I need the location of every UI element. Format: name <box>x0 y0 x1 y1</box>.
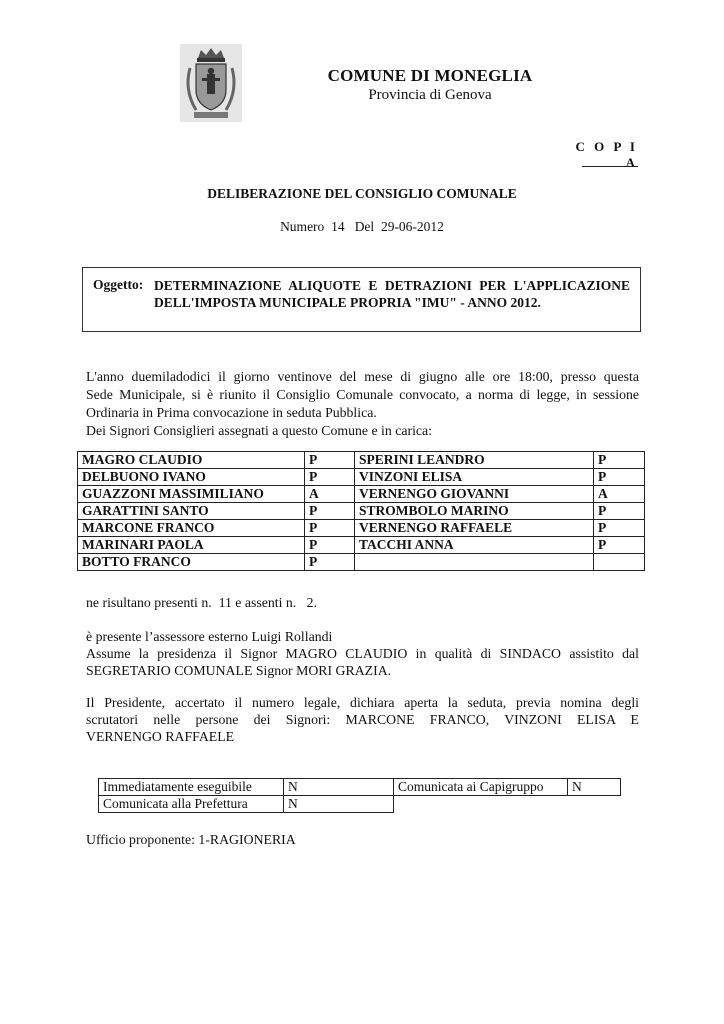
table-row <box>78 503 645 520</box>
president-paragraph <box>86 694 639 745</box>
table-row <box>99 779 621 796</box>
municipality-title: COMUNE DI MONEGLIA <box>327 66 533 85</box>
councillor-name: BOTTO FRANCO <box>78 554 305 571</box>
capigruppo-label: Comunicata ai Capigruppo <box>394 779 568 796</box>
attendance-status: P <box>594 452 645 469</box>
copy-mark-underline <box>582 166 638 167</box>
table-row <box>78 537 645 554</box>
document-number-line <box>0 219 724 235</box>
date-label: Del <box>354 219 375 234</box>
assessor-line-3: SEGRETARIO COMUNALE Signor MORI GRAZIA. <box>86 663 392 678</box>
table-row <box>78 554 645 571</box>
presence-summary: ne risultano presenti n. 11 e assenti n. 2. <box>86 595 317 610</box>
councillor-name: STROMBOLO MARINO <box>355 503 594 520</box>
councillor-name: DELBUONO IVANO <box>78 469 305 486</box>
date-value: 29-06-2012 <box>380 219 444 234</box>
councillor-name: VINZONI ELISA <box>355 469 594 486</box>
intro-line-3: Ordinaria in Prima convocazione in seduta Pubblica. <box>86 405 377 420</box>
immediate-label: Immediatamente eseguibile <box>99 779 284 796</box>
councillor-name: MARINARI PAOLA <box>78 537 305 554</box>
president-line-1: Il Presidente, accertato il numero legale, dichiara aperta la seduta, previa nomina degli <box>86 695 639 710</box>
attendance-status: P <box>305 537 355 554</box>
capigruppo-value: N <box>568 779 621 796</box>
empty-cell <box>394 796 621 813</box>
document-type-heading: DELIBERAZIONE DEL CONSIGLIO COMUNALE <box>207 186 517 201</box>
attendance-status: P <box>594 469 645 486</box>
subject-label: Oggetto: <box>93 277 144 292</box>
municipal-crest-icon <box>180 44 242 122</box>
councillor-name: VERNENGO GIOVANNI <box>355 486 594 503</box>
councillor-name: GARATTINI SANTO <box>78 503 305 520</box>
copy-mark: C O P I A <box>575 139 638 170</box>
prefettura-label: Comunicata alla Prefettura <box>99 796 284 813</box>
councillor-name <box>355 554 594 571</box>
president-line-2: scrutatori nelle persone dei Signori: MARCONE FRANCO, VINZONI ELISA E <box>86 712 639 727</box>
assessor-line-2: Assume la presidenza il Signor MAGRO CLAUDIO in qualità di SINDACO assistito dal <box>86 646 639 661</box>
intro-line-2: Sede Municipale, si è riunito il Consiglio Comunale convocato, a norma di legge, in sessione <box>86 387 639 402</box>
immediate-value: N <box>284 779 394 796</box>
assessor-line-1: è presente l’assessore esterno Luigi Rollandi <box>86 629 333 644</box>
attendance-status: A <box>594 486 645 503</box>
subject-text: DETERMINAZIONE ALIQUOTE E DETRAZIONI PER L'APPLICAZIONE DELL'IMPOSTA MUNICIPALE PROPRIA "IMU" - ANNO 2012. <box>154 278 630 310</box>
attendance-status: P <box>594 520 645 537</box>
subject-box <box>82 267 641 332</box>
number-label: Numero <box>280 219 325 234</box>
attendance-status: P <box>594 537 645 554</box>
proposing-office: Ufficio proponente: 1-RAGIONERIA <box>86 832 296 847</box>
attendance-status: P <box>305 469 355 486</box>
attendance-status: P <box>305 520 355 537</box>
table-row <box>78 452 645 469</box>
attendance-status: A <box>305 486 355 503</box>
intro-paragraph <box>86 368 639 440</box>
attendance-status: P <box>305 452 355 469</box>
intro-line-1: L'anno duemiladodici il giorno ventinove del mese di giugno alle ore 18:00, presso questa <box>86 369 639 384</box>
attendance-status: P <box>305 503 355 520</box>
councillor-name: GUAZZONI MASSIMILIANO <box>78 486 305 503</box>
table-row <box>78 486 645 503</box>
attendance-status <box>594 554 645 571</box>
councillor-name: VERNENGO RAFFAELE <box>355 520 594 537</box>
president-line-3: VERNENGO RAFFAELE <box>86 729 235 744</box>
assessor-paragraph <box>86 628 639 679</box>
execution-table <box>98 778 621 813</box>
attendance-table <box>77 451 645 571</box>
table-row <box>99 796 621 813</box>
table-row <box>78 520 645 537</box>
table-row <box>78 469 645 486</box>
attendance-status: P <box>594 503 645 520</box>
councillor-name: MARCONE FRANCO <box>78 520 305 537</box>
attendance-status: P <box>305 554 355 571</box>
prefettura-value: N <box>284 796 394 813</box>
province-subtitle: Provincia di Genova <box>368 87 492 103</box>
councillor-name: TACCHI ANNA <box>355 537 594 554</box>
intro-line-4: Dei Signori Consiglieri assegnati a questo Comune e in carica: <box>86 423 432 438</box>
councillor-name: SPERINI LEANDRO <box>355 452 594 469</box>
number-value: 14 <box>331 219 345 234</box>
councillor-name: MAGRO CLAUDIO <box>78 452 305 469</box>
